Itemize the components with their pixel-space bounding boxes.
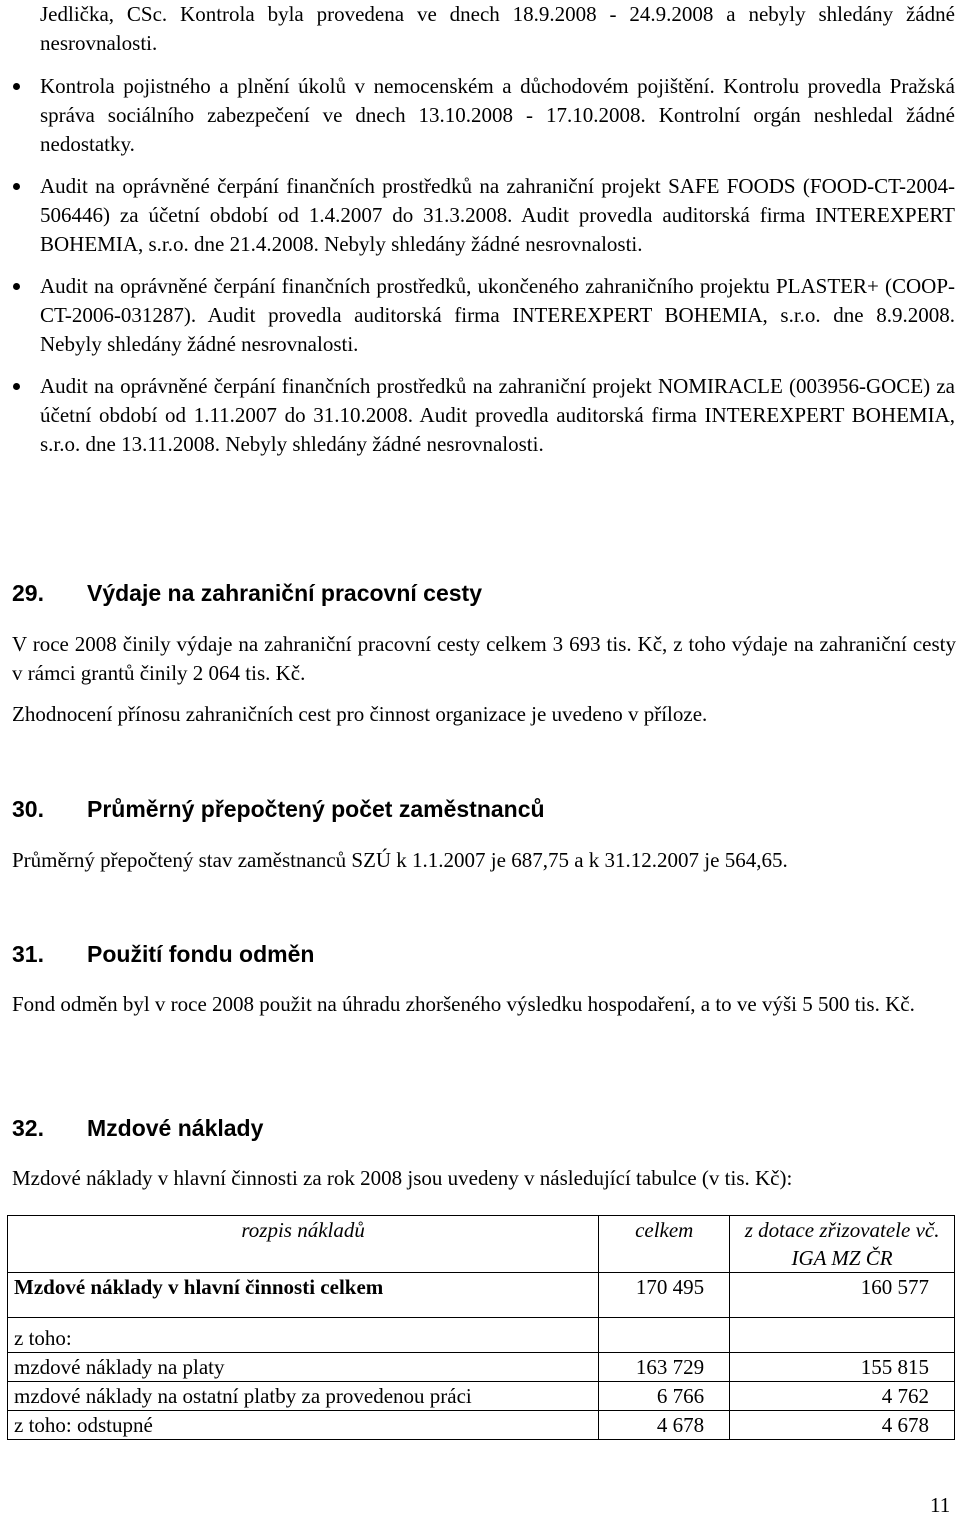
list-item <box>0 72 960 159</box>
list-item-text: Kontrola pojistného a plnění úkolů v nemocenském a důchodovém pojištění. Kontrolu provedla Pražská správa sociálního zabezpečení ve dnech 13.10.2008 - 17.10.2008. Kontrolní orgán neshledal žádné nedostatky. <box>40 74 955 156</box>
section-32 <box>12 1113 956 1193</box>
table-cell: 160 577 <box>730 1273 955 1318</box>
table-row <box>8 1411 955 1440</box>
page-number: 11 <box>930 1493 951 1517</box>
section-heading <box>12 794 956 824</box>
table-cell <box>730 1318 955 1353</box>
column-header: rozpis nákladů <box>8 1216 599 1273</box>
column-header: celkem <box>599 1216 730 1273</box>
table-cell: 4 762 <box>730 1382 955 1411</box>
table-row <box>8 1353 955 1382</box>
list-item-text: Audit na oprávněné čerpání finančních prostředků, ukončeného zahraničního projektu PLASTER+ (COOP-CT-2006-031287). Audit provedla auditorská firma INTEREXPERT BOHEMIA, s.r.o. dne 8.9.2008. Nebyly shledány žádné nesrovnalosti. <box>40 274 955 356</box>
bullet-icon <box>13 183 20 190</box>
section-30 <box>12 794 956 875</box>
bullet-icon <box>13 383 20 390</box>
table-cell: z toho: <box>8 1318 599 1353</box>
section-title: Průměrný přepočtený počet zaměstnanců <box>87 796 545 822</box>
column-header: z dotace zřizovatele vč. IGA MZ ČR <box>730 1216 955 1273</box>
list-item-text: Audit na oprávněné čerpání finančních prostředků na zahraniční projekt SAFE FOODS (FOOD-CT-2004-506446) za účetní období od 1.4.2007 do 31.3.2008. Audit provedla auditorská firma INTEREXPERT BOHEMIA, s.r.o. dne 21.4.2008. Nebyly shledány žádné nesrovnalosti. <box>40 174 955 256</box>
paragraph: V roce 2008 činily výdaje na zahraniční pracovní cesty celkem 3 693 tis. Kč, z toho výdaje na zahraniční cesty v rámci grantů činily 2 064 tis. Kč. <box>12 632 956 685</box>
section-title: Mzdové náklady <box>87 1115 264 1141</box>
bullet-icon <box>13 283 20 290</box>
table-cell: 155 815 <box>730 1353 955 1382</box>
list-item <box>0 372 960 459</box>
table-row <box>8 1382 955 1411</box>
table-cell: z toho: odstupné <box>8 1411 599 1440</box>
salary-costs-table <box>7 1215 955 1440</box>
list-item-text: Audit na oprávněné čerpání finančních prostředků na zahraniční projekt NOMIRACLE (003956-GOCE) za účetní období od 1.11.2007 do 31.10.2008. Audit provedla auditorská firma INTEREXPERT BOHEMIA, s.r.o. dne 13.11.2008. Nebyly shledány žádné nesrovnalosti. <box>40 374 955 456</box>
paragraph: Fond odměn byl v roce 2008 použit na úhradu zhoršeného výsledku hospodaření, a to ve výši 5 500 tis. Kč. <box>12 992 915 1016</box>
table-row-total <box>8 1273 955 1318</box>
table-cell: mzdové náklady na platy <box>8 1353 599 1382</box>
table-header-row <box>8 1216 955 1273</box>
audit-bullet-list <box>0 72 960 472</box>
bullet-icon <box>13 83 20 90</box>
table-cell: 4 678 <box>730 1411 955 1440</box>
continuation-text: Jedlička, CSc. Kontrola byla provedena ve dnech 18.9.2008 - 24.9.2008 a nebyly shledány žádné nesrovnalosti. <box>40 2 955 55</box>
section-title: Výdaje na zahraniční pracovní cesty <box>87 580 482 606</box>
table-cell: 6 766 <box>599 1382 730 1411</box>
table-cell: 4 678 <box>599 1411 730 1440</box>
section-number: 31. <box>12 941 44 967</box>
table-row <box>8 1318 955 1353</box>
section-heading <box>12 939 956 969</box>
table-cell: Mzdové náklady v hlavní činnosti celkem <box>8 1273 599 1318</box>
section-31 <box>12 939 956 1019</box>
section-number: 30. <box>12 796 44 822</box>
section-29 <box>12 578 956 729</box>
table-cell <box>599 1318 730 1353</box>
section-number: 29. <box>12 580 44 606</box>
list-item <box>0 172 960 259</box>
table-cell: mzdové náklady na ostatní platby za provedenou práci <box>8 1382 599 1411</box>
section-heading <box>12 1113 956 1143</box>
paragraph: Průměrný přepočtený stav zaměstnanců SZÚ k 1.1.2007 je 687,75 a k 31.12.2007 je 564,65. <box>12 848 788 872</box>
paragraph: Mzdové náklady v hlavní činnosti za rok 2008 jsou uvedeny v následující tabulce (v tis. Kč): <box>12 1166 793 1190</box>
section-heading <box>12 578 956 608</box>
list-item <box>0 272 960 359</box>
section-number: 32. <box>12 1115 44 1141</box>
table-cell: 163 729 <box>599 1353 730 1382</box>
table-cell: 170 495 <box>599 1273 730 1318</box>
paragraph: Zhodnocení přínosu zahraničních cest pro činnost organizace je uvedeno v příloze. <box>12 702 708 726</box>
section-title: Použití fondu odměn <box>87 941 315 967</box>
